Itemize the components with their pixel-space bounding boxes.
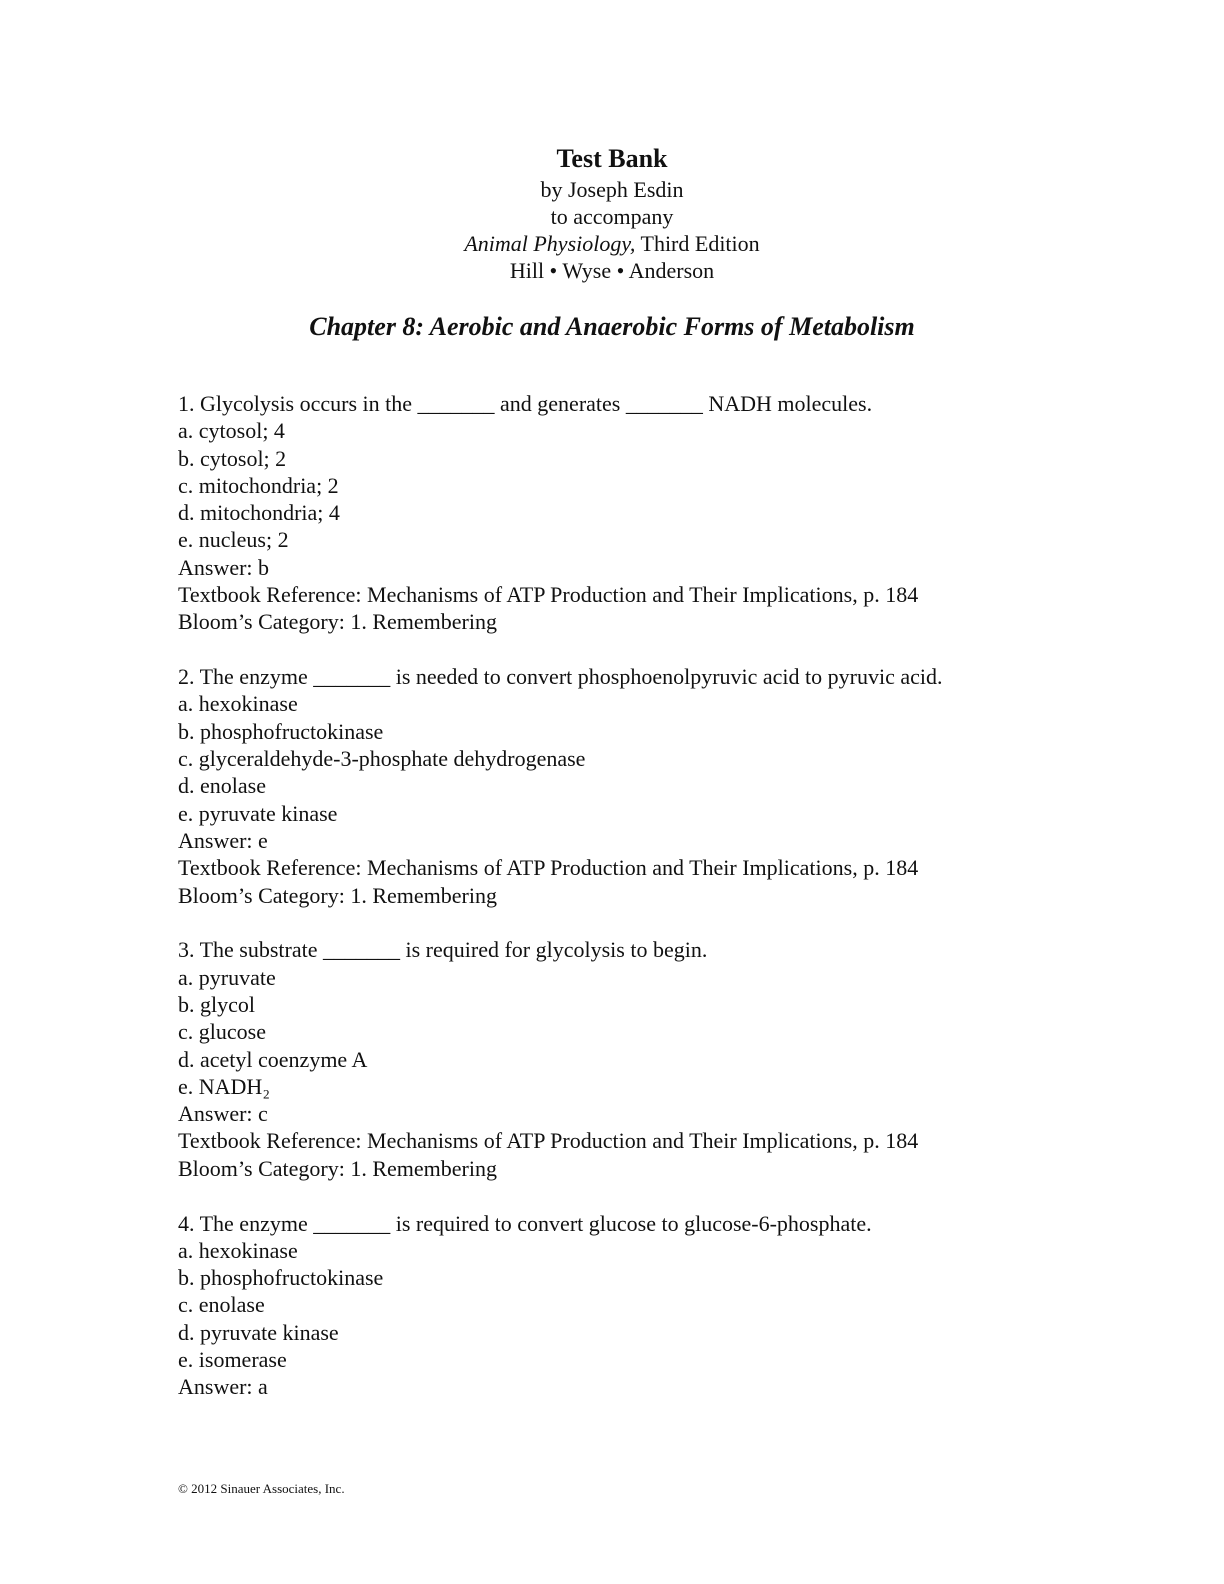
accompany-line: to accompany xyxy=(550,204,674,229)
option-b: b. glycol xyxy=(178,991,255,1017)
option-e: e. NADH₂ xyxy=(178,1073,270,1099)
answer: Answer: a xyxy=(178,1374,268,1400)
document-title: Test Bank xyxy=(556,144,668,173)
author-line: by Joseph Esdin xyxy=(540,177,684,202)
book-line xyxy=(0,230,1224,257)
option-a: a. hexokinase xyxy=(178,1237,298,1263)
answer: Answer: c xyxy=(178,1101,268,1127)
question-1 xyxy=(178,390,1078,636)
option-e: e. isomerase xyxy=(178,1347,287,1372)
option-d: d. pyruvate kinase xyxy=(178,1319,339,1345)
option-a: a. hexokinase xyxy=(178,691,298,717)
textbook-reference: Textbook Reference: Mechanisms of ATP Production and Their Implications, p. 184 xyxy=(178,855,919,881)
option-b: b. cytosol; 2 xyxy=(178,445,287,471)
option-b: b. phosphofructokinase xyxy=(178,718,384,744)
bloom-category: Bloom’s Category: 1. Remembering xyxy=(178,882,497,908)
option-d: d. enolase xyxy=(178,773,266,799)
option-b: b. phosphofructokinase xyxy=(178,1265,384,1291)
option-c: c. mitochondria; 2 xyxy=(178,472,339,498)
option-e: e. nucleus; 2 xyxy=(178,527,289,553)
option-c: c. enolase xyxy=(178,1292,265,1318)
question-2 xyxy=(178,663,1078,909)
option-a: a. cytosol; 4 xyxy=(178,418,285,444)
copyright-footer: © 2012 Sinauer Associates, Inc. xyxy=(178,1481,345,1496)
answer: Answer: b xyxy=(178,554,270,580)
book-title: Animal Physiology, xyxy=(464,231,636,256)
question-4 xyxy=(178,1210,1078,1401)
bloom-category: Bloom’s Category: 1. Remembering xyxy=(178,609,497,635)
chapter-heading: Chapter 8: Aerobic and Anaerobic Forms of Metabolism xyxy=(309,312,915,341)
question-list xyxy=(178,390,1078,1428)
document-header xyxy=(0,142,1224,284)
option-e: e. pyruvate kinase xyxy=(178,800,338,826)
option-a: a. pyruvate xyxy=(178,964,276,990)
option-c: c. glucose xyxy=(178,1019,266,1045)
option-d: d. acetyl coenzyme A xyxy=(178,1046,368,1072)
option-d: d. mitochondria; 4 xyxy=(178,500,340,526)
question-stem: 4. The enzyme _______ is required to convert glucose to glucose-6-phosphate. xyxy=(178,1210,872,1236)
question-stem: 3. The substrate _______ is required for glycolysis to begin. xyxy=(178,937,708,963)
question-stem: 1. Glycolysis occurs in the _______ and generates _______ NADH molecules. xyxy=(178,391,873,416)
question-stem: 2. The enzyme _______ is needed to convert phosphoenolpyruvic acid to pyruvic acid. xyxy=(178,664,943,690)
option-c: c. glyceraldehyde-3-phosphate dehydrogenase xyxy=(178,746,586,772)
answer: Answer: e xyxy=(178,827,268,853)
book-edition: Third Edition xyxy=(635,231,760,256)
authors-line: Hill • Wyse • Anderson xyxy=(509,258,715,283)
textbook-reference: Textbook Reference: Mechanisms of ATP Production and Their Implications, p. 184 xyxy=(178,1128,919,1154)
question-3 xyxy=(178,936,1078,1182)
textbook-reference: Textbook Reference: Mechanisms of ATP Production and Their Implications, p. 184 xyxy=(178,582,919,608)
bloom-category: Bloom’s Category: 1. Remembering xyxy=(178,1155,497,1181)
